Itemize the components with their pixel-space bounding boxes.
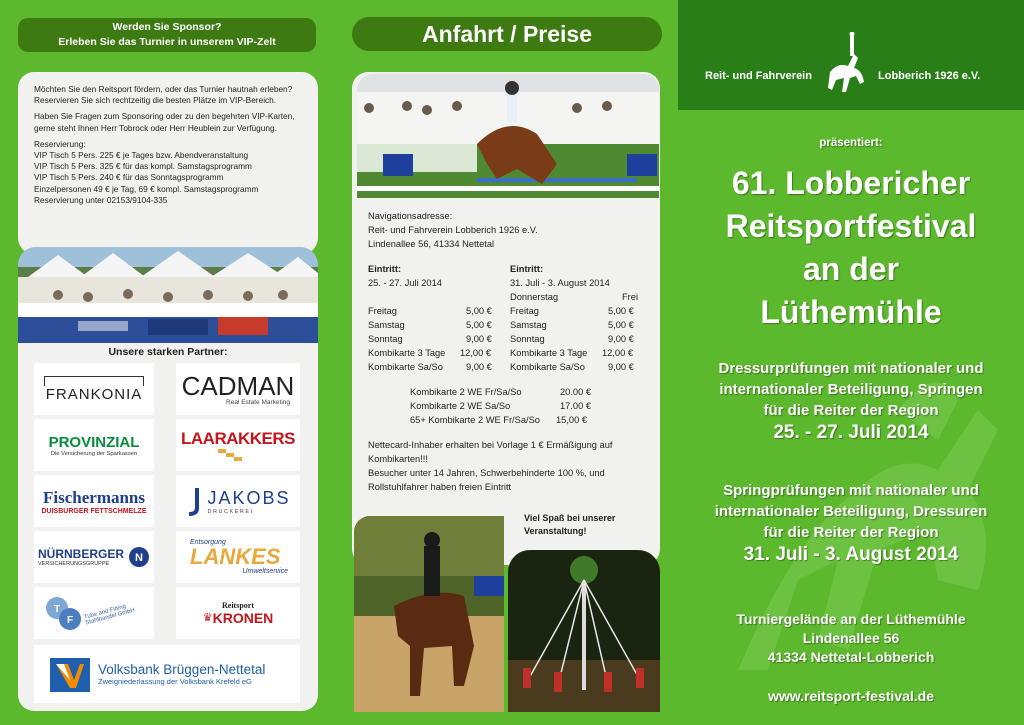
block2-line: für die Reiter der Region [763,524,939,541]
block1-line: Dressurprüfungen mit nationaler und [718,360,984,377]
provinzial-subtitle: Die Versicherung der Sparkassen [50,450,138,457]
price-label: Freitag [368,306,397,316]
jakobs-j-icon [185,486,205,516]
title-line: 61. Lobbericher [731,165,971,201]
tf-circle-icon [44,593,84,633]
tf-subtitle: Tube and Fitting Stahlhandel GmbH [83,603,136,627]
nuernberger-text: NÜRNBERGER [37,547,124,561]
reservation-line: VIP Tisch 5 Pers. 325 € für das kompl. Samstagsprogramm [34,161,252,172]
vip-tent-photo [18,247,318,343]
price-value: 9,00 € [608,334,634,344]
reservation-line: Einzelpersonen 49 € je Tag, 69 € kompl. Samstagsprogramm [34,183,259,194]
price-value: 5,00 € [466,320,492,330]
kronen-text: KRONEN [212,609,274,626]
price-value: 9,00 € [466,362,492,372]
svg-text:F: F [66,615,74,626]
dressage-photo [354,516,504,712]
jakobs-text: JAKOBS [207,487,291,508]
price-value: 9,00 € [608,362,634,372]
fun-note: Viel Spaß bei unserer Veranstaltung! [524,513,616,536]
fischermanns-logo [34,475,154,527]
combo-price: 20.00 € [560,387,592,397]
price-value: 12,00 € [460,348,492,358]
price-value: 12,00 € [602,348,634,358]
price-label: Freitag [510,306,539,316]
combo-label: 65+ Kombikarte 2 WE Fr/Sa/So [410,415,540,425]
fischermanns-text: Fischermanns [43,487,145,507]
entry-col2-title: Eintritt: [510,264,544,274]
website-link[interactable]: www.reitsport-festival.de [768,688,934,704]
event-date-1: 25. - 27. Juli 2014 [773,422,929,443]
event-block-1 [678,358,1024,445]
price-value: 5,00 € [466,306,492,316]
partners-title: Unsere starken Partner: [108,346,228,358]
kronen-logo [176,587,300,639]
title-line: Lüthemühle [760,294,942,330]
event-title [678,162,1024,334]
price-label: Sonntag [510,334,545,344]
reservation-phone: Reservierung unter 02153/9104-335 [34,194,168,205]
laarakkers-text: LAARAKKERS [181,429,295,448]
sponsor-paragraph-2: Haben Sie Fragen zum Sponsoring oder zu den begehrten VIP-Karten, gerne steht Ihnen Herr Tobrock oder Herr Heublein zur Verfügung. [34,111,295,133]
lankes-logo [176,531,300,583]
venue-block [678,610,1024,667]
price-label: Kombikarte 3 Tage [368,348,446,358]
title-line: Reitsportfestival [725,208,977,244]
nuernberger-subtitle: VERSICHERUNGSGRUPPE [37,561,110,567]
price-label: Samstag [368,320,405,330]
price-label: Samstag [510,320,547,330]
crown-icon: ♛ [202,612,213,624]
provinzial-text: PROVINZIAL [48,433,140,451]
price-label: Sonntag [368,334,403,344]
price-label: Kombikarte 3 Tage [510,348,588,358]
price-value: 5,00 € [608,306,634,316]
sponsor-subtitle: Erleben Sie das Turnier in unserem VIP-Zelt [58,36,276,48]
nav-address-line2: Lindenallee 56, 41334 Nettetal [368,239,495,249]
club-name-left: Reit- und Fahrverein [705,70,812,82]
volksbank-emblem-icon [50,654,90,694]
sponsor-banner [18,18,316,52]
kronen-top-text: Reitsport [222,600,254,610]
svg-text:T: T [53,604,61,615]
venue-line: Turniergelände an der Lüthemühle [736,611,966,627]
price-value: 9,00 € [466,334,492,344]
entry-col1-date: 25. - 27. Juli 2014 [368,278,442,288]
cadman-subtitle: Real Estate Marketing [226,398,290,406]
event-date-2: 31. Juli - 3. August 2014 [743,544,959,565]
price-label: Kombikarte Sa/So [510,362,585,372]
partners-panel [18,343,318,711]
provinzial-logo [34,419,154,471]
maypole-show-photo [508,550,660,712]
cadman-logo [176,363,300,415]
tf-logo [34,587,154,639]
nettecard-note: Nettecard-Inhaber erhalten bei Vorlage 1 € Ermäßigung auf Kombikarten!!! [368,440,613,465]
venue-line: 41334 Nettetal-Lobberich [767,649,935,665]
block2-line: Springprüfungen mit nationaler und [723,482,979,499]
club-header [678,0,1024,110]
entry-col2-date: 31. Juli - 3. August 2014 [510,278,610,288]
combo-price: 17.00 € [560,401,592,411]
event-block-2 [678,480,1024,567]
fischermanns-subtitle: DUISBURGER FETTSCHMELZE [41,507,147,515]
sponsor-info-card [18,72,318,254]
frankonia-text: FRANKONIA [45,385,143,403]
entry-col1-title: Eintritt: [368,264,402,274]
price-label: Kombikarte Sa/So [368,362,443,372]
laarakkers-steps-icon [218,449,258,461]
presents-label: präsentiert: [819,137,883,149]
combo-price: 15,00 € [556,415,588,425]
cadman-text: CADMAN [181,370,295,401]
venue-line: Lindenallee 56 [802,630,900,646]
reservation-line: VIP Tisch 5 Pers. 225 € je Tages bzw. Abendveranstaltung [34,150,249,161]
nuernberger-emblem-icon [128,546,150,568]
svg-text:N: N [135,552,143,564]
lankes-top-text: Entsorgung [190,539,226,546]
reservation-label: Reservierung: [34,138,86,149]
jakobs-logo [176,475,300,527]
lankes-subtitle: Umweltservice [242,568,288,575]
nav-label: Navigationsadresse: [368,211,453,221]
combo-label: Kombikarte 2 WE Fr/Sa/So [410,387,522,397]
donnerstag-label: Donnerstag [510,292,559,302]
lankes-text: LANKES [190,544,281,569]
sponsor-title: Werden Sie Sponsor? [112,21,222,33]
laarakkers-logo [176,419,300,471]
block2-line: internationaler Beteiligung, Dressuren [714,503,988,520]
jakobs-subtitle: D R U C K E R E I [207,508,253,515]
title-line: an der [802,251,900,287]
horse-rider-logo-icon [816,32,876,98]
combo-label: Kombikarte 2 WE Sa/So [410,401,511,411]
frankonia-logo [34,363,154,415]
prices-heading: Anfahrt / Preise [352,17,662,51]
volksbank-text: Volksbank Brüggen-Nettetal [98,662,266,677]
donnerstag-price: Frei [622,292,639,302]
price-value: 5,00 € [608,320,634,330]
reservation-line: VIP Tisch 5 Pers. 240 € für das Sonntagsprogramm [34,172,224,183]
show-jumping-photo [357,74,659,198]
block1-line: internationaler Beteiligung, Springen [719,381,983,398]
sponsor-paragraph-1: Möchten Sie den Reitsport fördern, oder das Turnier hautnah erleben? Reservieren Sie sich rechtzeitig die besten Plätze im VIP-Bereich. [34,84,293,106]
club-name-right: Lobberich 1926 e.V. [878,70,981,82]
volksbank-logo [34,645,300,703]
nuernberger-logo [34,531,154,583]
free-entry-note: Besucher unter 14 Jahren, Schwerbehinderte 100 %, und Rollstuhlfahrer haben freien Eintritt [368,468,605,493]
volksbank-subtitle: Zweigniederlassung der Volksbank Krefeld eG [98,677,252,686]
block1-line: für die Reiter der Region [763,402,939,419]
nav-address-line1: Reit- und Fahrverein Lobberich 1926 e.V. [368,225,538,235]
